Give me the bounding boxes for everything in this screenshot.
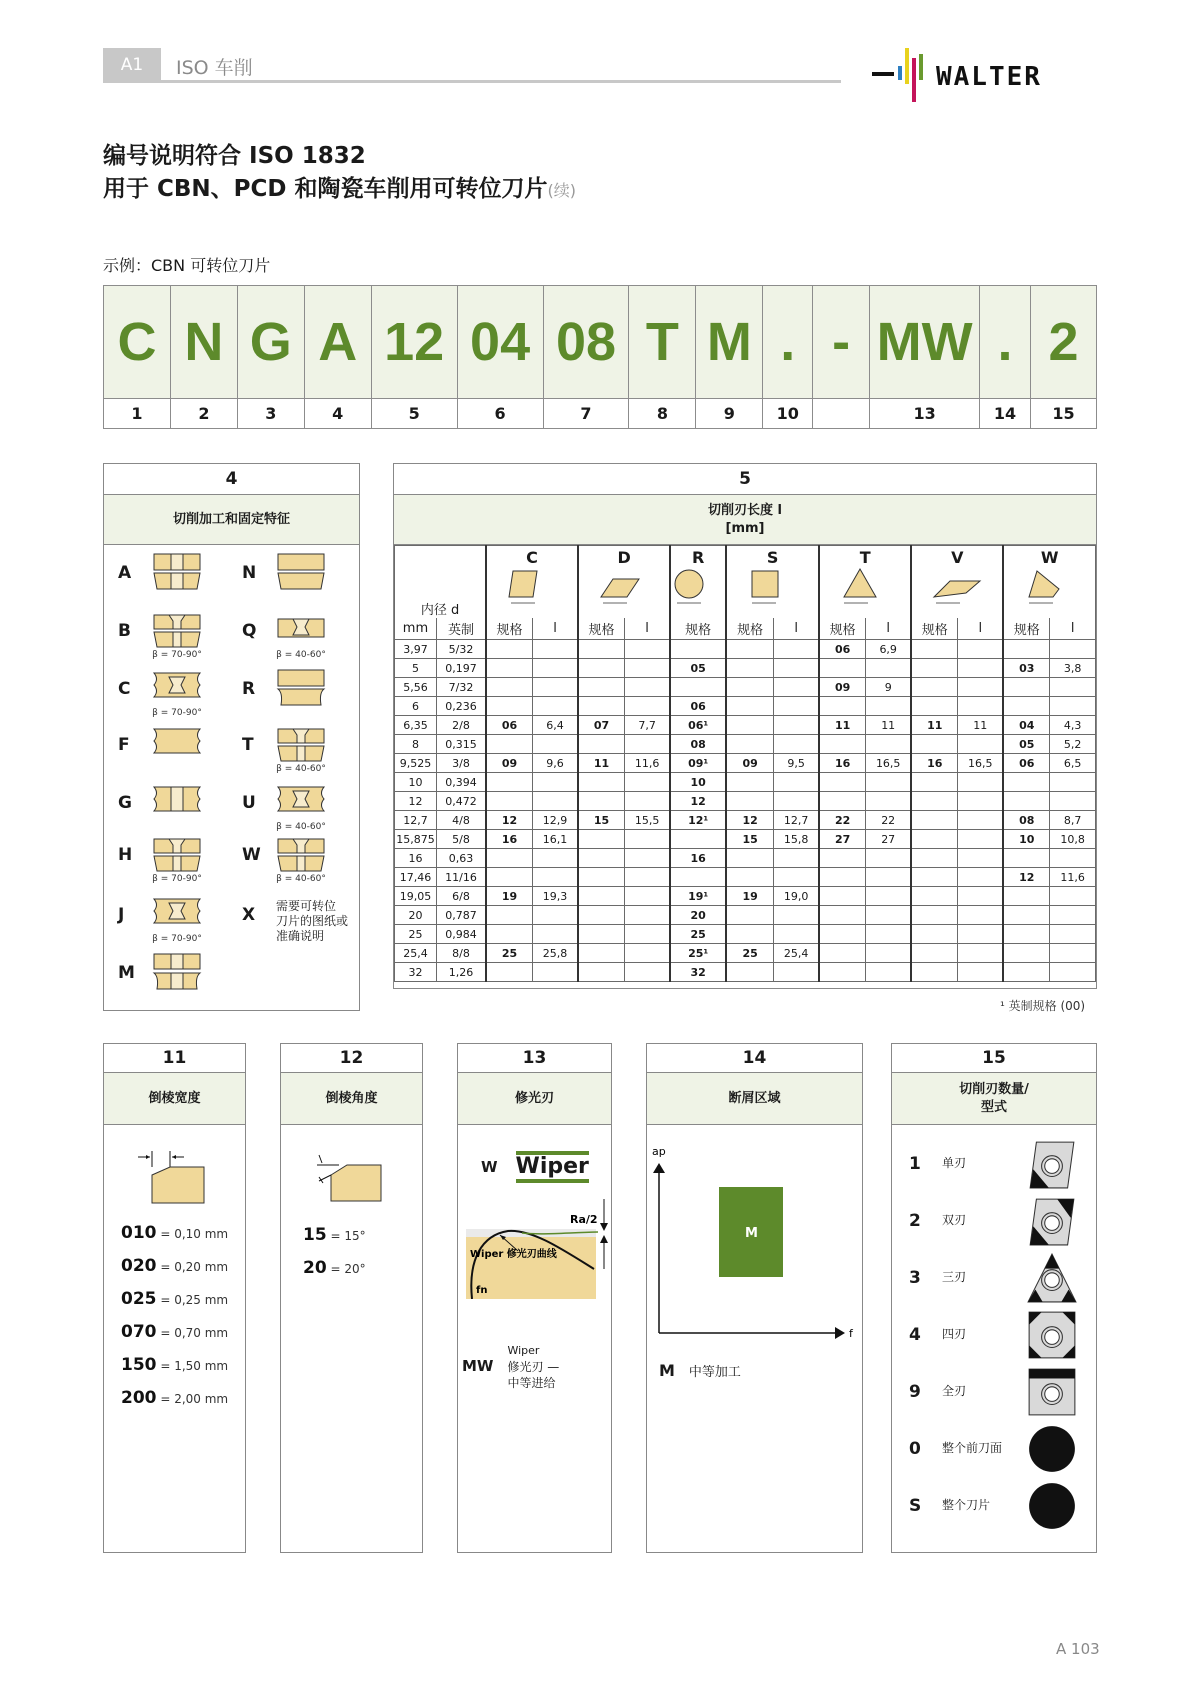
edge-code: 3 bbox=[909, 1267, 921, 1288]
edge-code: 0 bbox=[909, 1438, 921, 1459]
code-char: C bbox=[104, 286, 171, 399]
section-11-chamfer-width bbox=[103, 1043, 246, 1553]
section11-item: 200 = 2,00 mm bbox=[121, 1388, 229, 1408]
double-edge-insert-icon bbox=[1026, 1195, 1078, 1247]
insert-shape-s-icon bbox=[746, 567, 800, 607]
edge-code: S bbox=[909, 1495, 922, 1516]
section-caption: 倒棱宽度 bbox=[104, 1073, 245, 1125]
section11-item: 025 = 0,25 mm bbox=[121, 1289, 229, 1309]
section-caption: 断屑区域 bbox=[647, 1073, 862, 1125]
s4-item-w bbox=[242, 835, 326, 884]
insert-profile-a-icon bbox=[152, 553, 202, 591]
section-caption: 倒棱角度 bbox=[281, 1073, 422, 1125]
s4-item-x bbox=[242, 895, 348, 944]
table-row: 17,46 11/16 12 11,6 bbox=[395, 868, 1096, 887]
s4-item-b bbox=[118, 611, 202, 660]
shape-column-v: V bbox=[911, 546, 1003, 618]
section11-item: 010 = 0,10 mm bbox=[121, 1223, 229, 1243]
edge-text: 三刃 bbox=[942, 1270, 967, 1284]
insert-shape-v-icon bbox=[930, 567, 984, 607]
edge-text: 双刃 bbox=[942, 1213, 967, 1227]
insert-profile-u-icon bbox=[276, 783, 326, 821]
edge-code: 9 bbox=[909, 1381, 921, 1402]
feature-letter: G bbox=[118, 793, 132, 813]
insert-profile-g-icon bbox=[152, 783, 202, 821]
code-char: 08 bbox=[543, 286, 629, 399]
feature-letter: B bbox=[118, 621, 131, 641]
beta-angle: β = 40-60° bbox=[276, 874, 326, 884]
table-row: 12,7 4/8 12 12,9 15 15,5 12¹ 12 12,7 22 22 08 8,7 bbox=[395, 811, 1096, 830]
edge-code: 4 bbox=[909, 1324, 921, 1345]
insert-profile-j-icon bbox=[152, 895, 202, 933]
page-title bbox=[103, 140, 576, 207]
insert-profile-c-icon bbox=[152, 669, 202, 707]
feature-letter: H bbox=[118, 845, 133, 865]
chip-breaking-chart-icon bbox=[647, 1143, 861, 1353]
edge-code: 2 bbox=[909, 1210, 921, 1231]
s4-item-u bbox=[242, 783, 326, 832]
code-char: M bbox=[696, 286, 763, 399]
code-char: MW bbox=[870, 286, 980, 399]
continued-label: (续) bbox=[547, 181, 577, 200]
position-number: 5 bbox=[371, 399, 457, 429]
section11-item: 150 = 1,50 mm bbox=[121, 1355, 229, 1375]
section-13-wiper bbox=[457, 1043, 612, 1553]
feature-letter: W bbox=[242, 845, 261, 865]
insert-shape-w-icon bbox=[1023, 567, 1077, 607]
edge-type-item bbox=[892, 1363, 1096, 1420]
table-row: 19,05 6/8 19 19,3 19¹ 19 19,0 bbox=[395, 887, 1096, 906]
section-12-chamfer-angle bbox=[280, 1043, 423, 1553]
table-row: 32 1,26 32 bbox=[395, 963, 1096, 982]
s4-item-r bbox=[242, 669, 326, 707]
section-number: 14 bbox=[647, 1044, 862, 1073]
section-number: 4 bbox=[104, 464, 359, 495]
s4-item-n bbox=[242, 553, 326, 591]
shape-column-c: C bbox=[486, 546, 578, 618]
code-char: A bbox=[304, 286, 371, 399]
beta-angle: β = 70-90° bbox=[152, 708, 202, 718]
section11-item: 020 = 0,20 mm bbox=[121, 1256, 229, 1276]
header-divider bbox=[103, 80, 841, 83]
shape-column-d: D bbox=[578, 546, 670, 618]
position-number: 8 bbox=[629, 399, 696, 429]
code-chars-row bbox=[104, 286, 1097, 399]
mw-text-1: Wiper bbox=[507, 1344, 540, 1357]
example-label: 示例：CBN 可转位刀片 bbox=[103, 256, 271, 275]
svg-text:M: M bbox=[745, 1226, 758, 1241]
s4-item-g bbox=[118, 783, 202, 821]
wiper-logo-text: Wiper bbox=[516, 1151, 589, 1183]
table-row: 16 0,63 16 bbox=[395, 849, 1096, 868]
s4-item-q bbox=[242, 611, 326, 660]
footnote: ¹ 英制规格 (00) bbox=[1000, 999, 1086, 1013]
edge-length-table: 内径 d C D R S T V W mm 英制 规格 l 规格 l 规格 规格 l 规格 l 规格 l 规格 l 3,97 5/32 06 6,9 5 0,197 05 03 3,8 5,56 7/32 09 9 6 0,236 06 6,35 2/8 06 6,4 07 7,7 06¹ 11 11 11 11 04 4,3 8 0,315 08 05 5,2 9,525 3/8 09 9,6 11 11,6 09¹ 09 9,5 16 16,5 16 16,5 06 6,5 10 0,394 10 12 0,472 12 12,7 4/8 12 12,9 15 15,5 12¹ 12 12,7 22 22 08 8,7 15,875 5/8 16 16,1 15 15,8 27 27 10 10,8 16 0,63 16 17,46 11/16 12 11,6 19,05 6/8 19 19,3 19¹ 19 19,0 20 0,787 20 25 0,984 25 25,4 8/8 25 25,8 25¹ 25 25,4 32 1,26 32 bbox=[394, 545, 1096, 982]
table-row: 12 0,472 12 bbox=[395, 792, 1096, 811]
position-number: 14 bbox=[980, 399, 1031, 429]
beta-angle: β = 70-90° bbox=[152, 650, 202, 660]
insert-shape-t-icon bbox=[838, 567, 892, 607]
section-number: 11 bbox=[104, 1044, 245, 1073]
feature-letter: T bbox=[242, 735, 254, 755]
section-caption: 修光刃 bbox=[458, 1073, 611, 1125]
shape-column-t: T bbox=[819, 546, 911, 618]
chamfer-width-diagram-icon bbox=[104, 1137, 244, 1207]
table-row: 9,525 3/8 09 9,6 11 11,6 09¹ 09 9,5 16 16,5 16 16,5 06 6,5 bbox=[395, 754, 1096, 773]
code-char: 12 bbox=[371, 286, 457, 399]
beta-angle: β = 40-60° bbox=[276, 822, 326, 832]
table-row: 6 0,236 06 bbox=[395, 697, 1096, 716]
table-row: 10 0,394 10 bbox=[395, 773, 1096, 792]
title-line-1: 编号说明符合 ISO 1832 bbox=[103, 143, 366, 169]
insert-shape-r-icon bbox=[671, 567, 725, 607]
wiper-curve-diagram-icon bbox=[462, 1189, 612, 1299]
section-5-cutting-edge-length bbox=[393, 463, 1097, 989]
feature-letter: C bbox=[118, 679, 131, 699]
section11-item: 070 = 0,70 mm bbox=[121, 1322, 229, 1342]
triple-edge-insert-icon bbox=[1026, 1252, 1078, 1304]
table-row: 15,875 5/8 16 16,1 15 15,8 27 27 10 10,8 bbox=[395, 830, 1096, 849]
table-row: 20 0,787 20 bbox=[395, 906, 1096, 925]
section-number: 12 bbox=[281, 1044, 422, 1073]
shape-column-s: S bbox=[726, 546, 819, 618]
mw-text-3: 中等进给 bbox=[507, 1376, 556, 1390]
insert-profile-t-icon bbox=[276, 725, 326, 763]
s4-item-t bbox=[242, 725, 326, 774]
title-line-2: 用于 CBN、PCD 和陶瓷车削用可转位刀片(续) bbox=[103, 176, 577, 202]
s4-item-a bbox=[118, 553, 202, 591]
position-number: 7 bbox=[543, 399, 629, 429]
shape-column-r: R bbox=[670, 546, 726, 618]
insert-shape-c-icon bbox=[505, 567, 559, 607]
svg-text:Wiper 修光刃曲线: Wiper 修光刃曲线 bbox=[470, 1249, 557, 1260]
table-row: 25 0,984 25 bbox=[395, 925, 1096, 944]
beta-angle: β = 70-90° bbox=[152, 874, 202, 884]
position-number: 15 bbox=[1030, 399, 1096, 429]
feature-letter: J bbox=[118, 905, 125, 925]
insert-profile-m-icon bbox=[152, 953, 202, 991]
edge-code: 1 bbox=[909, 1153, 921, 1174]
designation-code-table bbox=[103, 285, 1097, 429]
feature-letter: Q bbox=[242, 621, 257, 641]
section-14-chip-breaking-zone bbox=[646, 1043, 863, 1553]
s4-item-m bbox=[118, 953, 202, 991]
table-row: 3,97 5/32 06 6,9 bbox=[395, 640, 1096, 659]
section-caption: 切削刃数量/ 型式 bbox=[892, 1073, 1096, 1125]
code-char: 2 bbox=[1030, 286, 1096, 399]
s4-item-h bbox=[118, 835, 202, 884]
insert-profile-q-icon bbox=[276, 611, 326, 649]
code-char: . bbox=[763, 286, 813, 399]
code-char: . bbox=[980, 286, 1031, 399]
section-4-clamping-features bbox=[103, 463, 360, 1011]
section12-item: 20 = 20° bbox=[303, 1258, 366, 1278]
section12-item: 15 = 15° bbox=[303, 1225, 366, 1245]
svg-text:fn: fn bbox=[476, 1285, 488, 1296]
insert-profile-f-icon bbox=[152, 725, 202, 763]
chapter-title: ISO 车削 bbox=[176, 57, 253, 79]
insert-profile-h-icon bbox=[152, 835, 202, 873]
insert-profile-n-icon bbox=[276, 553, 326, 591]
section-number: 15 bbox=[892, 1044, 1096, 1073]
position-number bbox=[813, 399, 870, 429]
position-number: 10 bbox=[763, 399, 813, 429]
legend-code: M bbox=[659, 1361, 675, 1380]
s4-item-f bbox=[118, 725, 202, 763]
position-numbers-row bbox=[104, 399, 1097, 429]
shape-column-w: W bbox=[1003, 546, 1095, 618]
section-15-edge-count bbox=[891, 1043, 1097, 1553]
feature-letter: F bbox=[118, 735, 130, 755]
table-row: 6,35 2/8 06 6,4 07 7,7 06¹ 11 11 11 11 04 4,3 bbox=[395, 716, 1096, 735]
position-number: 9 bbox=[696, 399, 763, 429]
feature-letter: N bbox=[242, 563, 257, 583]
beta-angle: β = 70-90° bbox=[152, 934, 202, 944]
position-number: 6 bbox=[457, 399, 543, 429]
mw-text-2: 修光刃 — bbox=[507, 1360, 560, 1374]
section-number: 5 bbox=[394, 464, 1096, 495]
edge-type-item bbox=[892, 1135, 1096, 1192]
edge-type-item bbox=[892, 1477, 1096, 1534]
code-char: 04 bbox=[457, 286, 543, 399]
full-insert-icon bbox=[1026, 1480, 1078, 1532]
edge-type-item bbox=[892, 1420, 1096, 1477]
insert-profile-r-icon bbox=[276, 669, 326, 707]
svg-text:f: f bbox=[849, 1327, 853, 1340]
feature-letter: R bbox=[242, 679, 256, 699]
position-number: 1 bbox=[104, 399, 171, 429]
mw-code: MW bbox=[462, 1357, 494, 1375]
insert-profile-b-icon bbox=[152, 611, 202, 649]
chamfer-angle-diagram-icon bbox=[281, 1137, 421, 1207]
position-number: 4 bbox=[304, 399, 371, 429]
edge-type-item bbox=[892, 1249, 1096, 1306]
table-row: 5 0,197 05 03 3,8 bbox=[395, 659, 1096, 678]
insert-shape-d-icon bbox=[597, 567, 651, 607]
edge-type-item bbox=[892, 1306, 1096, 1363]
position-number: 2 bbox=[170, 399, 237, 429]
position-number: 3 bbox=[237, 399, 304, 429]
feature-letter: M bbox=[118, 963, 135, 983]
chapter-tab: A1 bbox=[103, 48, 161, 82]
svg-text:ap: ap bbox=[652, 1145, 666, 1158]
full-edge-insert-icon bbox=[1026, 1366, 1078, 1418]
wiper-code: W bbox=[481, 1158, 498, 1176]
feature-letter: U bbox=[242, 793, 256, 813]
quad-edge-insert-icon bbox=[1026, 1309, 1078, 1361]
code-char: N bbox=[170, 286, 237, 399]
feature-x-text: 需要可转位 刀片的图纸或 准确说明 bbox=[276, 899, 349, 943]
s4-item-j bbox=[118, 895, 202, 944]
edge-type-item bbox=[892, 1192, 1096, 1249]
edge-text: 全刃 bbox=[942, 1384, 967, 1398]
beta-angle: β = 40-60° bbox=[276, 764, 326, 774]
table-row: 25,4 8/8 25 25,8 25¹ 25 25,4 bbox=[395, 944, 1096, 963]
legend-text: 中等加工 bbox=[688, 1365, 741, 1380]
section-4-body bbox=[104, 545, 359, 1010]
section-number: 13 bbox=[458, 1044, 611, 1073]
feature-letter: X bbox=[242, 905, 256, 925]
section-caption: 切削刃长度 l [mm] bbox=[394, 495, 1096, 545]
edge-text: 整个前刀面 bbox=[942, 1441, 1003, 1455]
edge-text: 整个刀片 bbox=[942, 1498, 991, 1512]
s4-item-c bbox=[118, 669, 202, 718]
section-caption: 切削加工和固定特征 bbox=[104, 495, 359, 545]
page-number: A 103 bbox=[1056, 1640, 1100, 1658]
code-char: - bbox=[813, 286, 870, 399]
table-row: 5,56 7/32 09 9 bbox=[395, 678, 1096, 697]
edge-text: 四刃 bbox=[942, 1327, 967, 1341]
logo-text: WALTER bbox=[936, 62, 1042, 92]
beta-angle: β = 40-60° bbox=[276, 650, 326, 660]
svg-text:Ra/2: Ra/2 bbox=[570, 1213, 598, 1226]
insert-profile-w-icon bbox=[276, 835, 326, 873]
single-edge-insert-icon bbox=[1026, 1138, 1078, 1190]
position-number: 13 bbox=[870, 399, 980, 429]
code-char: T bbox=[629, 286, 696, 399]
full-rake-face-icon bbox=[1026, 1423, 1078, 1475]
code-char: G bbox=[237, 286, 304, 399]
edge-text: 单刃 bbox=[942, 1156, 967, 1170]
feature-letter: A bbox=[118, 563, 132, 583]
table-row: 8 0,315 08 05 5,2 bbox=[395, 735, 1096, 754]
